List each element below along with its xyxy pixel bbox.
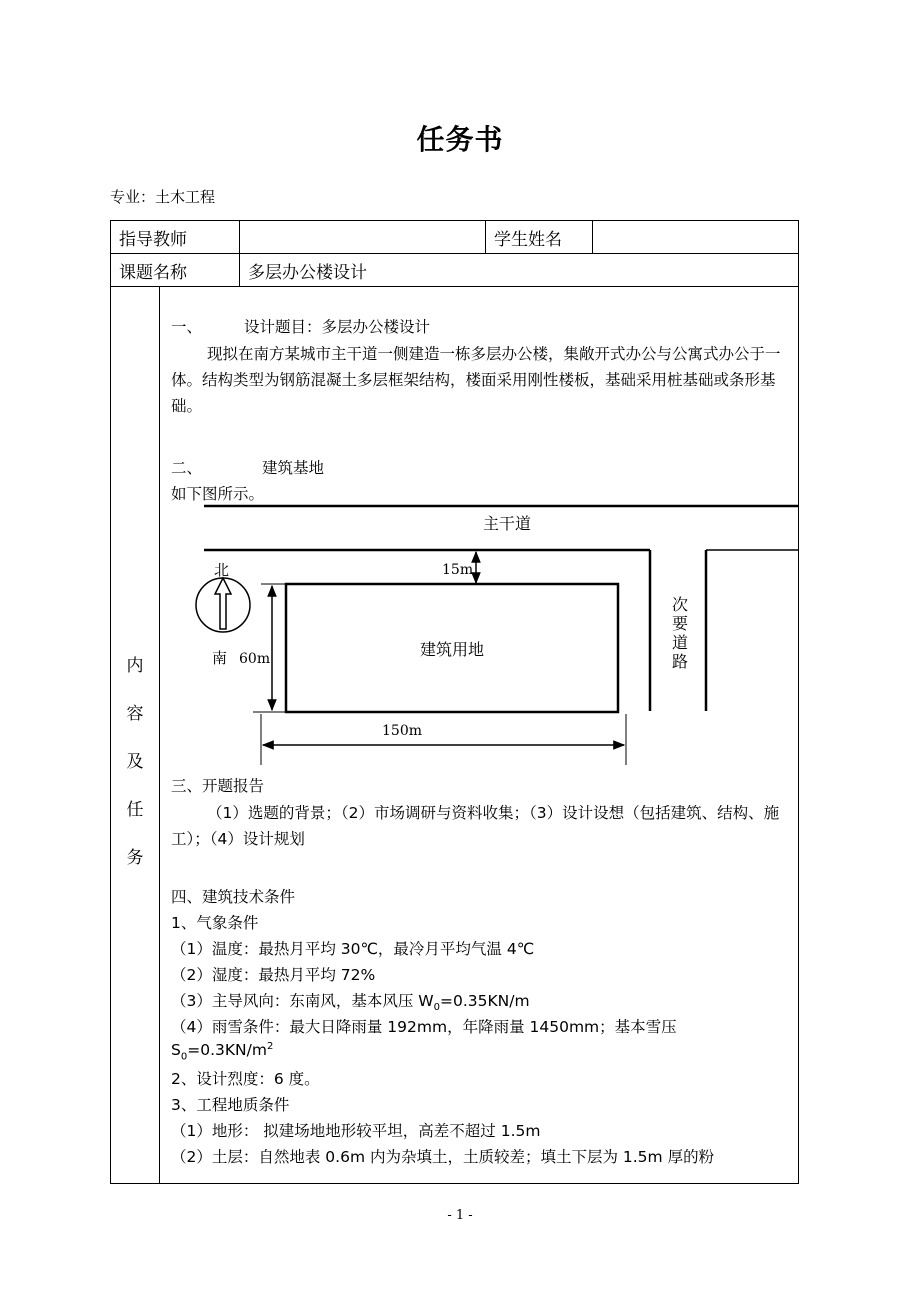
content-body (160, 287, 798, 1183)
north-arrow-icon (215, 578, 231, 629)
section-3-heading: 三、开题报告 (171, 777, 265, 795)
section-4-heading: 四、建筑技术条件 (171, 888, 296, 906)
secondary-road-char: 路 (671, 652, 689, 671)
secondary-road-char: 要 (671, 614, 689, 633)
setback-label: 15m (442, 562, 474, 578)
topic-row (111, 254, 799, 287)
advisor-label: 指导教师 (111, 221, 240, 254)
section-3-body: （1）选题的背景；（2）市场调研与资料收集；（3）设计设想（包括建筑、结构、施工）；（4）设计规划 (171, 804, 780, 848)
task-table (110, 220, 799, 1184)
rain-snow-line: （4）雨雪条件：最大日降雨量 192mm，年降雨量 1450mm；基本雪压 (171, 1018, 677, 1036)
side-char: 务 (126, 848, 144, 868)
south-label: 南 (212, 649, 228, 667)
wind-line: （3）主导风向：东南风，基本风压 $W_0=0.35KN/m$ (171, 992, 530, 1014)
secondary-road-char: 道 (671, 633, 689, 652)
section-1-body: 现拟在南方某城市主干道一侧建造一栋多层办公楼，集敞开式办公与公寓式办公于一体。结构类型为钢筋混凝土多层框架结构，楼面采用刚性楼板，基础采用桩基础或条形基础。 (171, 345, 781, 415)
advisor-row (111, 221, 799, 254)
major-line: 专业：土木工程 (110, 188, 216, 206)
side-label (111, 642, 159, 882)
student-value[interactable] (593, 221, 799, 254)
building-site-label: 建筑用地 (419, 640, 485, 659)
secondary-road-char: 次 (671, 595, 689, 614)
side-char: 容 (126, 704, 144, 724)
terrain-line: （1）地形： 拟建场地地形较平坦，高差不超过 1.5m (171, 1122, 541, 1140)
climate-heading: 1、气象条件 (171, 914, 259, 932)
humidity-line: （2）湿度：最热月平均 72% (171, 966, 376, 984)
topic-value: 多层办公楼设计 (240, 254, 799, 287)
width-label: 150m (382, 723, 422, 739)
side-char: 任 (126, 800, 144, 820)
content-cell (160, 287, 799, 1184)
student-label: 学生姓名 (486, 221, 593, 254)
geology-heading: 3、工程地质条件 (171, 1096, 290, 1114)
topic-label: 课题名称 (111, 254, 240, 287)
side-label-cell (111, 287, 160, 1184)
section-2-title: 建筑基地 (262, 459, 325, 477)
depth-label: 60m (239, 651, 271, 667)
side-char: 内 (126, 656, 144, 676)
temperature-line: （1）温度：最热月平均 30℃，最冷月平均气温 4℃ (171, 940, 535, 958)
page-number: - 1 - (447, 1208, 473, 1223)
side-char: 及 (126, 752, 144, 772)
section-2-body: 如下图所示。 (171, 485, 265, 503)
section-2-number: 二、 (171, 459, 203, 477)
section-1-number: 一、 (171, 318, 203, 336)
document-title: 任务书 (416, 123, 504, 156)
content-row (111, 287, 799, 1184)
section-1-title: 设计题目：多层办公楼设计 (244, 318, 431, 336)
north-label: 北 (214, 561, 230, 579)
soil-line: （2）土层：自然地表 0.6m 内为杂填土，土质较差；填土下层为 1.5m 厚的粉 (171, 1148, 715, 1166)
main-road-label: 主干道 (482, 514, 532, 533)
seismic-line: 2、设计烈度：6 度。 (171, 1070, 320, 1088)
advisor-value[interactable] (240, 221, 486, 254)
snow-pressure-line: $S_0=0.3KN/m^2$ (171, 1041, 274, 1063)
